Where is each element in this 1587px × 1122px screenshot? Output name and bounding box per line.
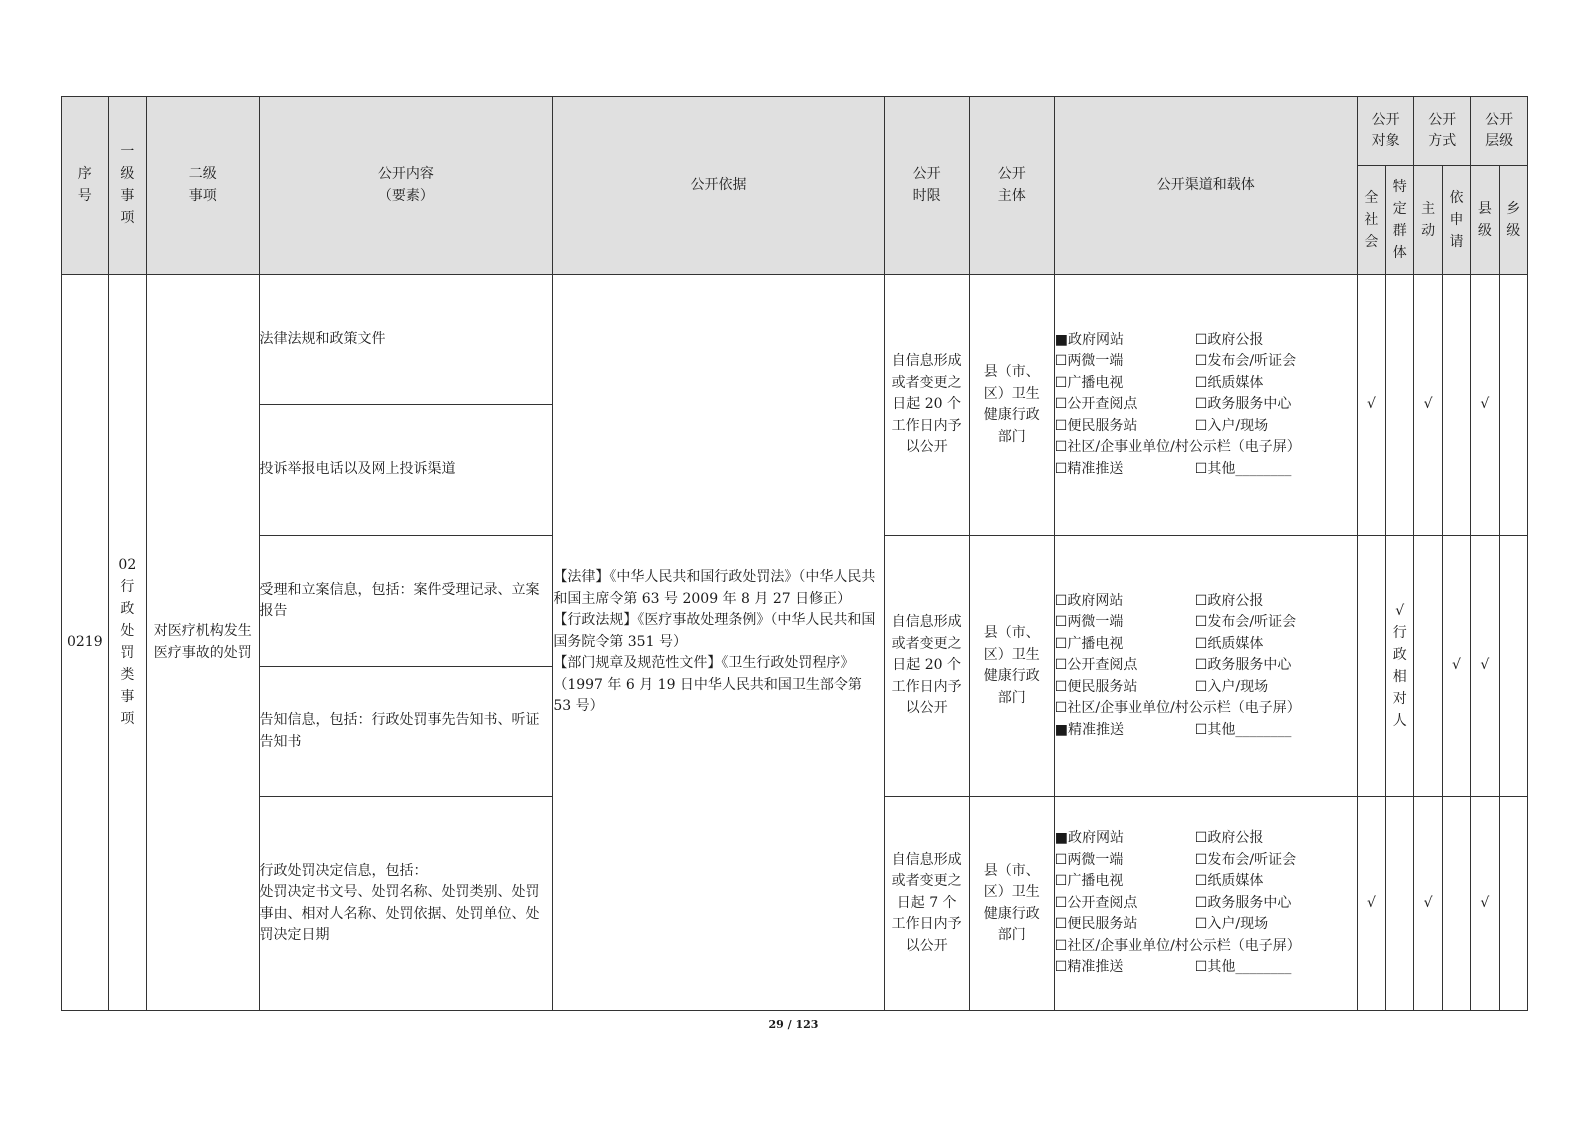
channel-option: ☐入户/现场 [1194,678,1269,695]
obj-all-mark: √ [1357,797,1385,1011]
channel-option: ☐入户/现场 [1194,916,1269,933]
channel-option: ☐纸质媒体 [1194,374,1264,391]
header-level-group: 公开 层级 [1471,97,1528,166]
channel-option: ☐精准推送 [1054,959,1124,976]
channel-option: ■精准推送 [1054,721,1125,738]
channel-option: ■政府网站 [1054,830,1125,847]
time-limit-cell: 自信息形成或者变更之日起 7 个工作日内予以公开 [884,797,969,1011]
channel-option: ☐广播电视 [1054,873,1124,890]
content-cell: 受理和立案信息，包括：案件受理记录、立案报告 [259,536,553,667]
channel-option: ☐政务服务中心 [1194,894,1292,911]
channel-option: ☐发布会/听证会 [1194,614,1297,631]
obj-specific-mark [1386,797,1414,1011]
channels-cell [1054,275,1357,536]
level-township-mark [1499,536,1527,797]
channel-option: ☐其他________ [1194,460,1292,477]
channel-option: ☐其他________ [1194,721,1292,738]
channel-option: ☐其他________ [1194,959,1292,976]
mode-request-mark [1442,797,1470,1011]
mode-active-mark: √ [1414,797,1442,1011]
subject-cell: 县（市、区）卫生健康行政部门 [969,275,1054,536]
channel-option: ☐公开查阅点 [1054,657,1138,674]
header-basis: 公开依据 [553,97,884,275]
channel-option: ☐纸质媒体 [1194,873,1264,890]
channel-option: ☐公开查阅点 [1054,894,1138,911]
channel-option: ☐便民服务站 [1054,417,1138,434]
channel-option: ☐广播电视 [1054,635,1124,652]
channel-list [1055,591,1357,742]
channel-list [1055,828,1357,979]
header-seq: 序号 [62,97,109,275]
header-obj-all: 全社会 [1357,166,1385,275]
level-township-mark [1499,275,1527,536]
channel-list [1055,330,1357,481]
channel-option: ☐便民服务站 [1054,678,1138,695]
header-obj-specific: 特定群体 [1386,166,1414,275]
mode-active-mark [1414,536,1442,797]
mode-active-mark: √ [1414,275,1442,536]
header-mode-request: 依申请 [1442,166,1470,275]
header-level1: 一级事项 [108,97,146,275]
header-object-group: 公开 对象 [1357,97,1414,166]
channel-option: ☐纸质媒体 [1194,635,1264,652]
channel-option: ☐便民服务站 [1054,916,1138,933]
mode-request-mark: √ [1442,536,1470,797]
channel-option: ☐精准推送 [1054,460,1124,477]
header-level-county: 县级 [1471,166,1499,275]
channel-option: ☐政务服务中心 [1194,657,1292,674]
channel-option: ☐政府网站 [1054,592,1124,609]
mode-request-mark [1442,275,1470,536]
content-cell: 告知信息，包括：行政处罚事先告知书、听证告知书 [259,667,553,797]
channel-option: ☐两微一端 [1054,851,1124,868]
channel-option: ☐社区/企事业单位/村公示栏（电子屏） [1054,700,1301,717]
channel-option: ☐两微一端 [1054,614,1124,631]
channels-cell [1054,536,1357,797]
level-county-mark: √ [1471,797,1499,1011]
level-county-mark: √ [1471,275,1499,536]
channel-option: ☐入户/现场 [1194,417,1269,434]
time-limit-cell: 自信息形成或者变更之日起 20 个工作日内予以公开 [884,275,969,536]
channel-option: ☐两微一端 [1054,353,1124,370]
time-limit-cell: 自信息形成或者变更之日起 20 个工作日内予以公开 [884,536,969,797]
obj-specific-mark [1386,275,1414,536]
channel-option: ☐发布会/听证会 [1194,851,1297,868]
channel-option: ☐广播电视 [1054,374,1124,391]
header-channels: 公开渠道和载体 [1054,97,1357,275]
basis-cell: 【法律】《中华人民共和国行政处罚法》（中华人民共和国主席令第 63 号 2009 年 8 月 27 日修正） 【行政法规】《医疗事故处理条例》（中华人民共和国国务院令第 351 号） 【部门规章及规范性文件】《卫生行政处罚程序》（1997 年 6 月 19 日中华人民共和国卫生部令第 53 号） [553,275,884,1011]
channel-option: ☐社区/企事业单位/村公示栏（电子屏） [1054,937,1301,954]
channel-option: ☐政府公报 [1194,830,1264,847]
content-cell: 行政处罚决定信息，包括： 处罚决定书文号、处罚名称、处罚类别、处罚事由、相对人名称、处罚依据、处罚单位、处罚决定日期 [259,797,553,1011]
subject-cell: 县（市、区）卫生健康行政部门 [969,536,1054,797]
header-subject: 公开 主体 [969,97,1054,275]
item-level1: 02行政处罚类事项 [108,275,146,1011]
channel-option: ☐政府公报 [1194,331,1264,348]
channel-option: ☐政务服务中心 [1194,396,1292,413]
item-level2: 对医疗机构发生医疗事故的处罚 [147,275,259,1011]
channels-cell [1054,797,1357,1011]
header-level2: 二级事项 [147,97,259,275]
header-level-township: 乡级 [1499,166,1527,275]
content-cell: 法律法规和政策文件 [259,275,553,405]
channel-option: ☐公开查阅点 [1054,396,1138,413]
obj-specific-mark: √行政相对人 [1386,536,1414,797]
disclosure-table [61,96,1528,1011]
content-cell: 投诉举报电话以及网上投诉渠道 [259,405,553,536]
header-content: 公开内容 （要素） [259,97,553,275]
item-seq: 0219 [62,275,109,1011]
obj-all-mark [1357,536,1385,797]
channel-option: ■政府网站 [1054,331,1125,348]
subject-cell: 县（市、区）卫生健康行政部门 [969,797,1054,1011]
channel-option: ☐政府公报 [1194,592,1264,609]
level-county-mark: √ [1471,536,1499,797]
header-mode-group: 公开 方式 [1414,97,1471,166]
channel-option: ☐发布会/听证会 [1194,353,1297,370]
page-number: 29 / 123 [768,1018,819,1031]
header-mode-active: 主动 [1414,166,1442,275]
level-township-mark [1499,797,1527,1011]
obj-all-mark: √ [1357,275,1385,536]
channel-option: ☐社区/企事业单位/村公示栏（电子屏） [1054,439,1301,456]
header-time-limit: 公开 时限 [884,97,969,275]
